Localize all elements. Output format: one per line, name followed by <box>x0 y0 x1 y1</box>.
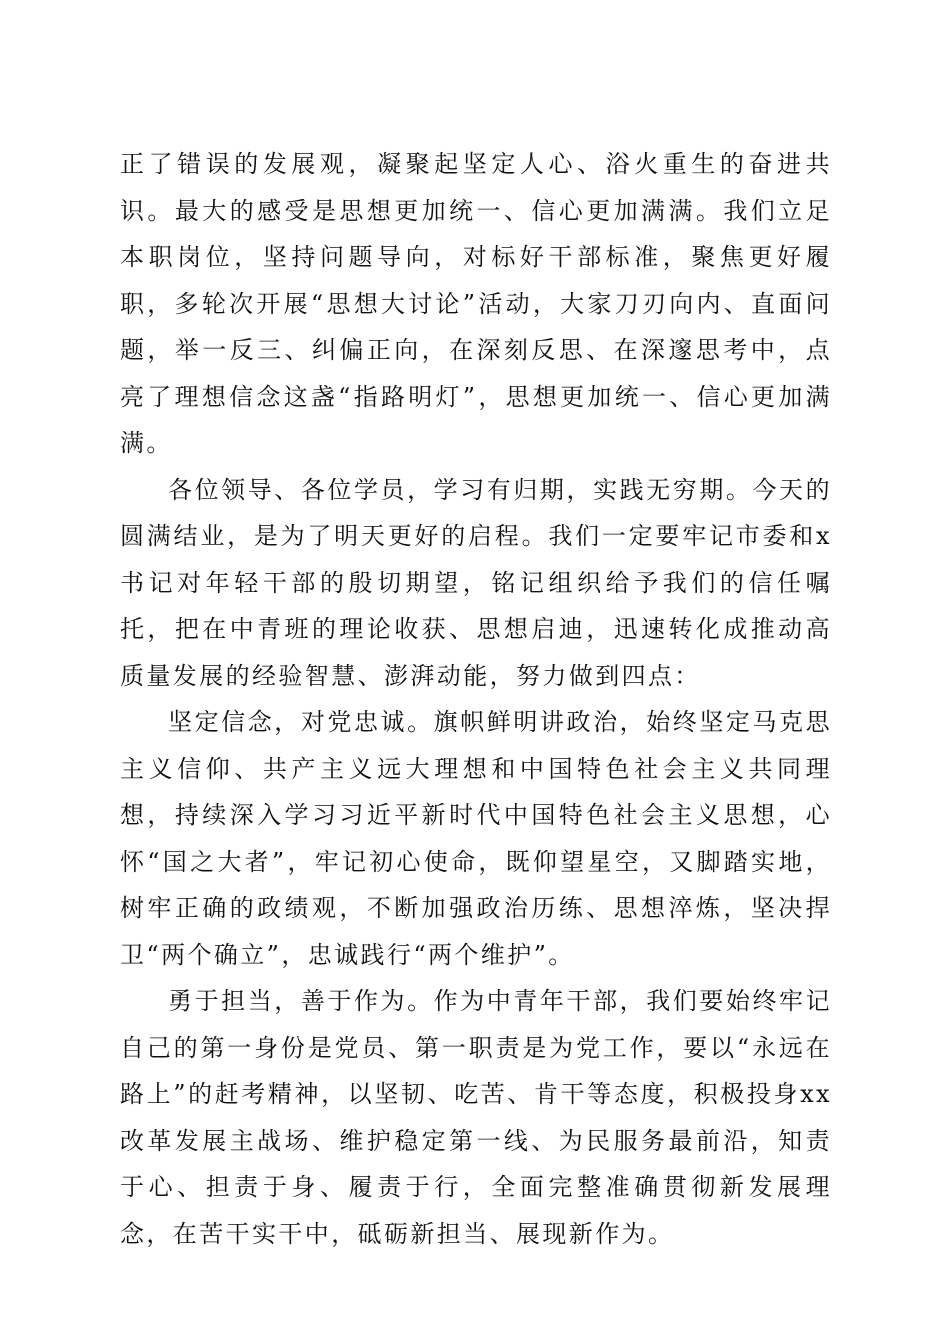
paragraph-continued: 正了错误的发展观，凝聚起坚定人心、浴火重生的奋进共识。最大的感受是思想更加统一、信心更加满满。我们立足本职岗位，坚持问题导向，对标好干部标准，聚焦更好履职，多轮次开展“思想大讨论”活动，大家刀刃向内、直面问题，举一反三、纠偏正向，在深刻反思、在深邃思考中，点亮了理想信念这盏“指路明灯”，思想更加统一、信心更加满满。 <box>120 150 832 457</box>
document-body <box>120 141 832 1257</box>
paragraph-firm-belief: 坚定信念，对党忠诚。旗帜鲜明讲政治，始终坚定马克思主义信仰、共产主义远大理想和中国特色社会主义共同理想，持续深入学习习近平新时代中国特色社会主义思想，心怀“国之大者”，牢记初心使命，既仰望星空，又脚踏实地，树牢正确的政绩观，不断加强政治历练、思想淬炼，坚决捍卫“两个确立”，忠诚践行“两个维护”。 <box>120 708 832 969</box>
paragraph-take-responsibility: 勇于担当，善于作为。作为中青年干部，我们要始终牢记自己的第一身份是党员、第一职责是为党工作，要以“永远在路上”的赶考精神，以坚韧、吃苦、肯干等态度，积极投身xx改革发展主战场、维护稳定第一线、为民服务最前沿，知责于心、担责于身、履责于行，全面完整准确贯彻新发展理念，在苦干实干中，砥砺新担当、展现新作为。 <box>120 987 832 1248</box>
paragraph-graduation: 各位领导、各位学员，学习有归期，实践无穷期。今天的圆满结业，是为了明天更好的启程。我们一定要牢记市委和x书记对年轻干部的殷切期望，铭记组织给予我们的信任嘱托，把在中青班的理论收获、思想启迪，迅速转化成推动高质量发展的经验智慧、澎湃动能，努力做到四点： <box>120 475 832 690</box>
